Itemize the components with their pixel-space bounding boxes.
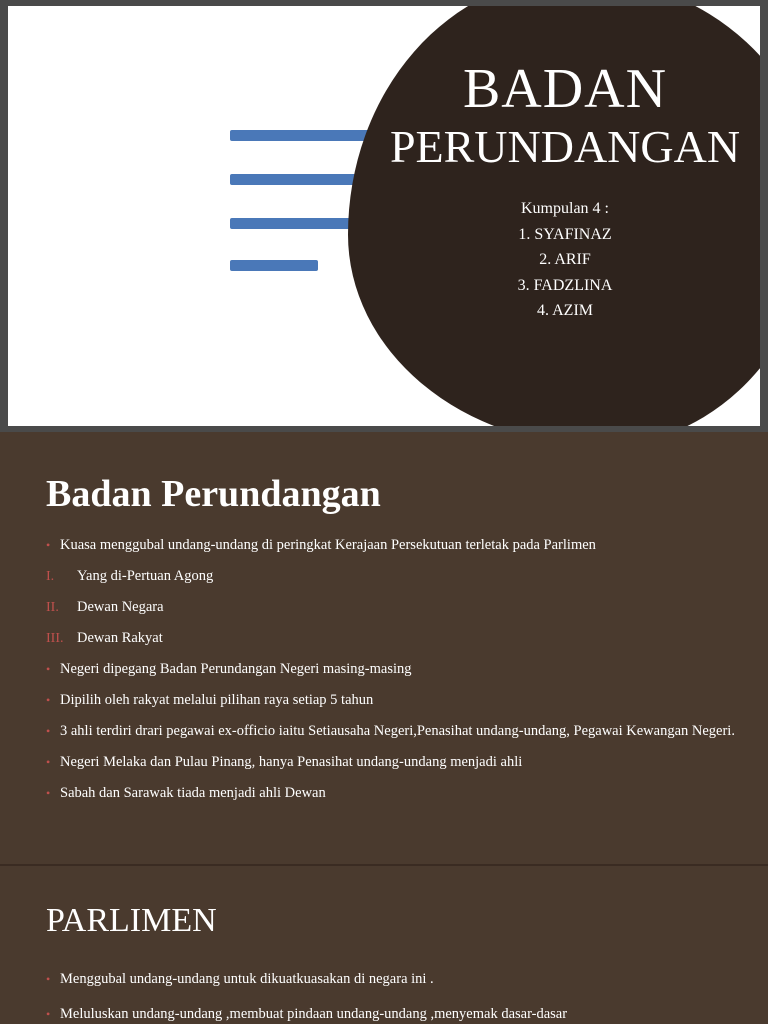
member-item: 3. FADZLINA bbox=[517, 276, 613, 294]
bullet-marker: • bbox=[46, 786, 51, 800]
list-item-text: Sabah dan Sarawak tiada menjadi ahli Dewan bbox=[60, 785, 326, 801]
list-item-text: 3 ahli terdiri drari pegawai ex-officio iaitu Setiausaha Negeri,Penasihat undang-undang, Pegawai Kewangan Negeri. bbox=[60, 723, 735, 739]
list-item-text: Kuasa menggubal undang-undang di peringkat Kerajaan Persekutuan terletak pada Parlimen bbox=[60, 537, 596, 553]
menu-bar-1 bbox=[230, 130, 380, 141]
cover-slide bbox=[0, 0, 768, 432]
list-item bbox=[46, 1003, 736, 1024]
cover-title-block bbox=[370, 58, 760, 324]
cover-title-line1: BADAN bbox=[462, 58, 668, 120]
bullet-marker: • bbox=[46, 724, 51, 738]
bullet-marker: • bbox=[46, 972, 51, 986]
list-item bbox=[46, 968, 736, 991]
list-item-text: Menggubal undang-undang untuk dikuatkuasakan di negara ini . bbox=[60, 971, 434, 987]
member-item: 4. AZIM bbox=[537, 302, 593, 319]
member-list bbox=[370, 196, 760, 324]
group-label: Kumpulan 4 : bbox=[521, 200, 609, 217]
roman-marker: II. bbox=[46, 600, 59, 615]
slide-badan-perundangan bbox=[0, 432, 768, 864]
slide-heading: PARLIMEN bbox=[46, 902, 217, 939]
list-item bbox=[46, 565, 736, 588]
list-item-text: Negeri dipegang Badan Perundangan Negeri masing-masing bbox=[60, 661, 412, 677]
list-item-text: Dipilih oleh rakyat melalui pilihan raya setiap 5 tahun bbox=[60, 692, 374, 708]
list-item bbox=[46, 782, 736, 805]
roman-marker: III. bbox=[46, 631, 64, 646]
slide-heading: Badan Perundangan bbox=[46, 473, 381, 515]
list-item-text: Dewan Rakyat bbox=[77, 630, 163, 646]
bullet-marker: • bbox=[46, 755, 51, 769]
member-item: 1. SYAFINAZ bbox=[518, 225, 612, 243]
menu-bar-4 bbox=[230, 260, 318, 271]
roman-marker: I. bbox=[46, 569, 55, 584]
slide-parlimen bbox=[0, 866, 768, 1024]
bullet-list bbox=[46, 534, 736, 813]
bullet-marker: • bbox=[46, 538, 51, 552]
list-item bbox=[46, 751, 736, 774]
list-item-text: Meluluskan undang-undang ,membuat pindaan undang-undang ,menyemak dasar-dasar bbox=[60, 1006, 568, 1022]
list-item bbox=[46, 720, 736, 743]
member-item: 2. ARIF bbox=[539, 251, 591, 268]
bullet-marker: • bbox=[46, 662, 51, 676]
list-item bbox=[46, 627, 736, 650]
list-item bbox=[46, 596, 736, 619]
list-item bbox=[46, 534, 736, 557]
list-item bbox=[46, 689, 736, 712]
list-item-text: Dewan Negara bbox=[77, 599, 164, 615]
bullet-marker: • bbox=[46, 1007, 51, 1021]
list-item-text: Yang di-Pertuan Agong bbox=[77, 568, 214, 584]
bullet-list bbox=[46, 968, 736, 1024]
cover-title-line2: PERUNDANGAN bbox=[389, 121, 741, 172]
list-item bbox=[46, 658, 736, 681]
bullet-marker: • bbox=[46, 693, 51, 707]
list-item-text: Negeri Melaka dan Pulau Pinang, hanya Penasihat undang-undang menjadi ahli bbox=[60, 754, 523, 770]
